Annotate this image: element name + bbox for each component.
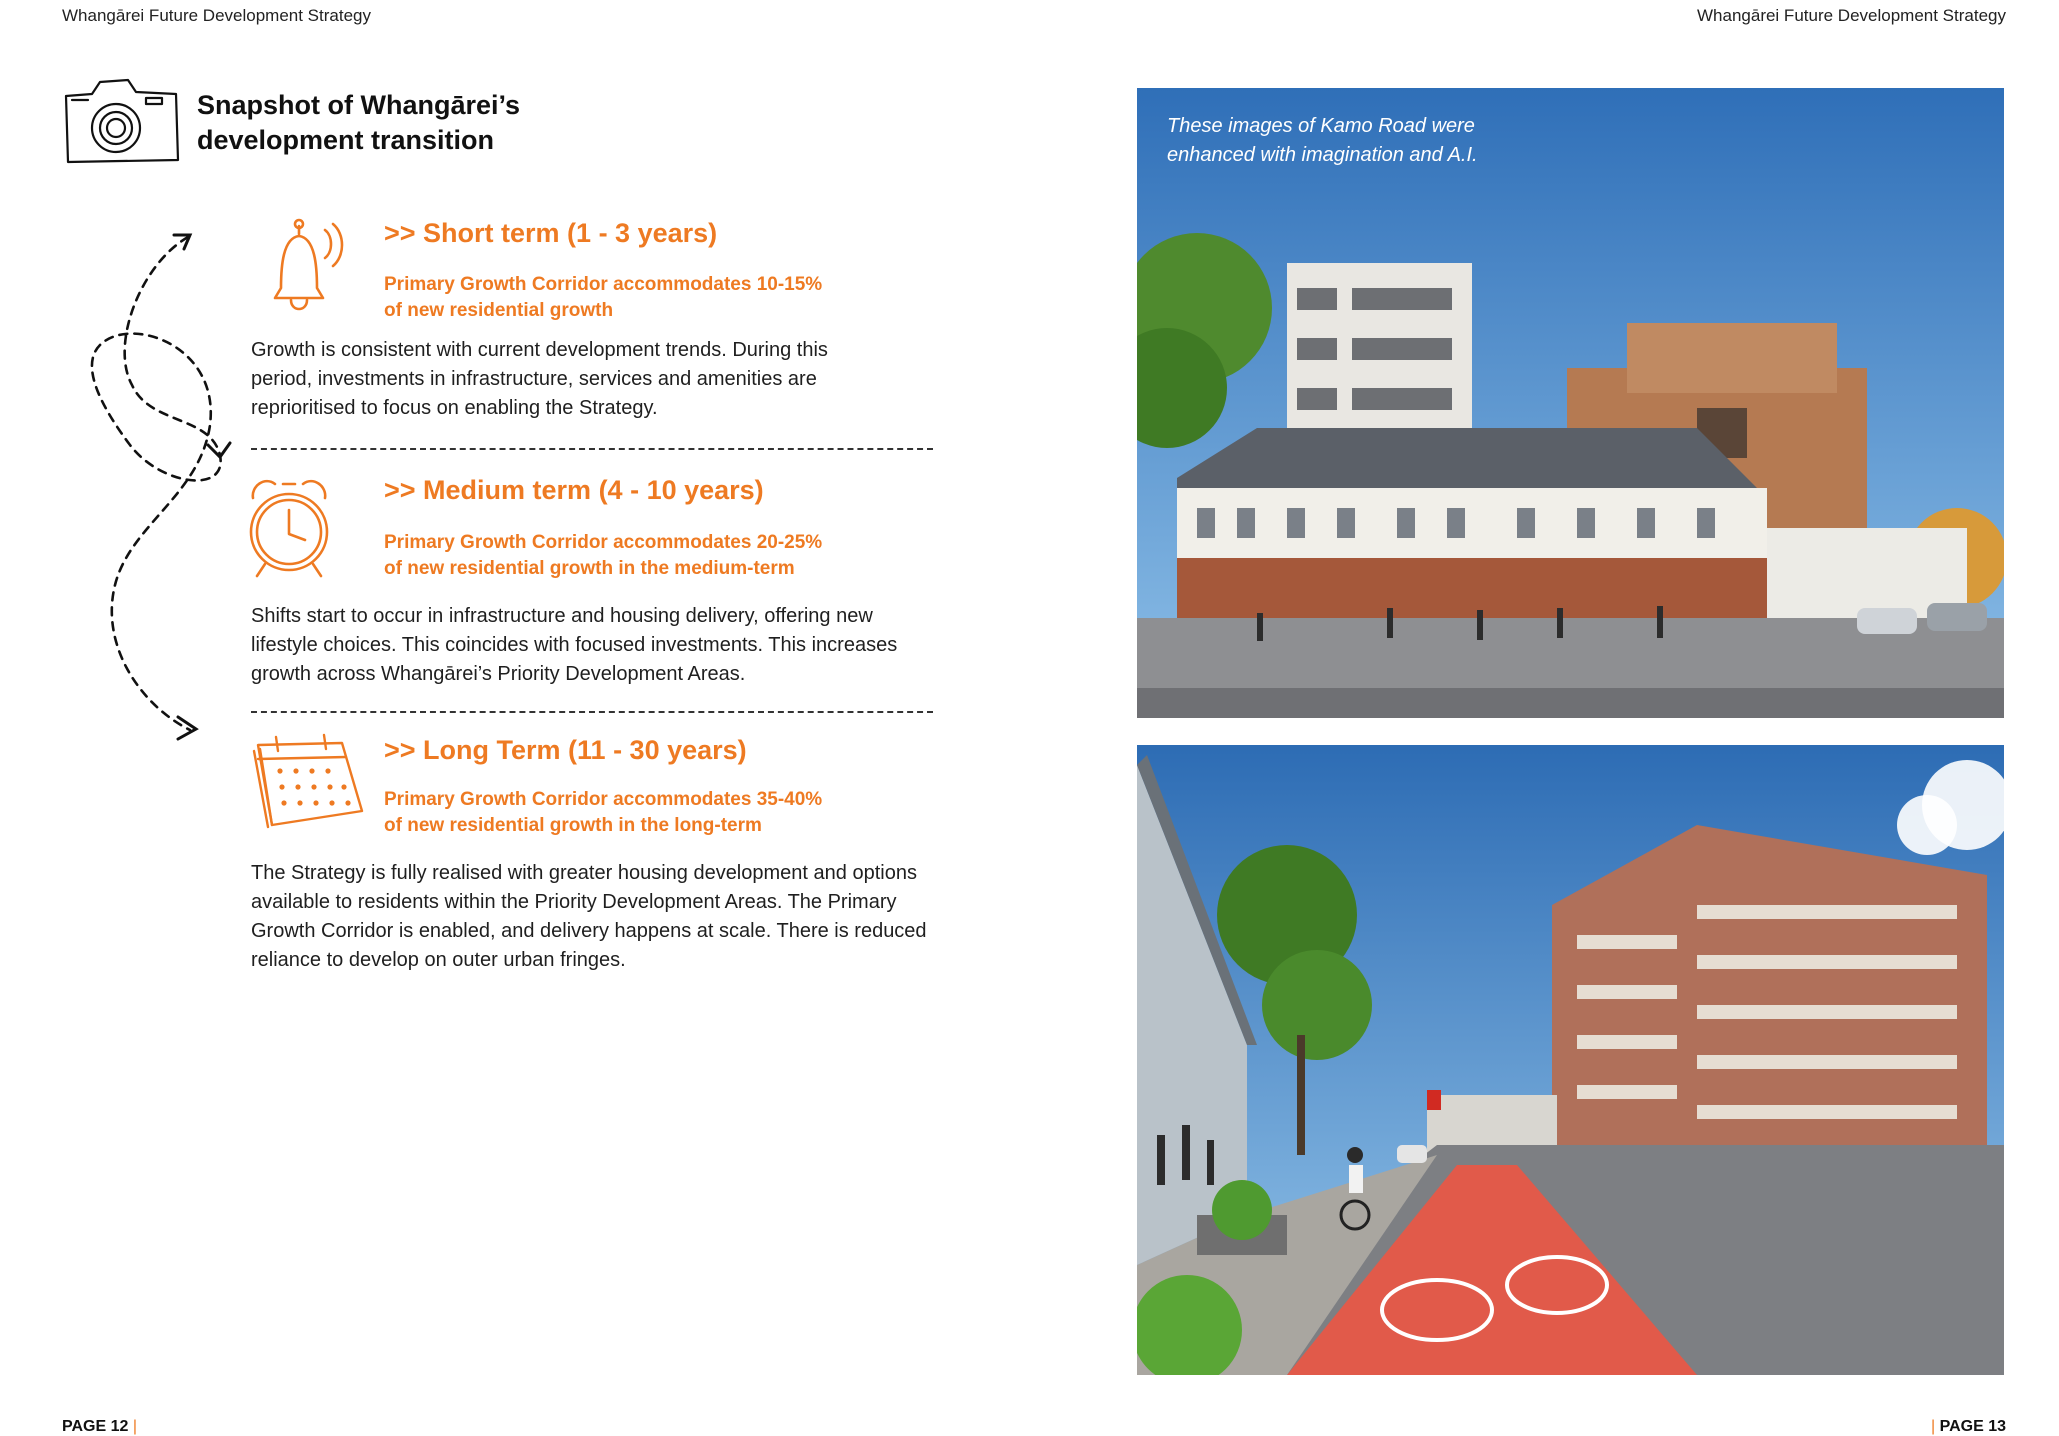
photo-caption	[1167, 112, 1667, 170]
kamo-road-photo-2	[1137, 745, 2004, 1375]
calendar-icon	[251, 731, 373, 831]
footer-divider: |	[1930, 1418, 1936, 1435]
section-divider	[251, 711, 933, 713]
page-number-left-text: PAGE 12	[62, 1418, 129, 1435]
subheading-line-2: of new residential growth	[384, 300, 614, 321]
page-number-right	[1931, 1418, 2006, 1436]
section-subheading	[384, 272, 904, 324]
title-line-1: Snapshot of Whangārei’s	[197, 90, 521, 120]
page-header-left: Whangārei Future Development Strategy	[62, 6, 371, 25]
street-corner-illustration	[1137, 88, 2004, 718]
subheading-line-1: Primary Growth Corridor accommodates 10-15%	[384, 274, 823, 295]
bell-icon	[251, 216, 361, 326]
cycleway-street-illustration	[1137, 745, 2004, 1375]
section-heading: >> Medium term (4 - 10 years)	[384, 475, 764, 505]
section-subheading	[384, 530, 904, 582]
section-subheading	[384, 787, 904, 839]
section-body: Shifts start to occur in infrastructure and housing delivery, offering new lifestyle choices. This coincides with focused investments. This increases growth across Whangārei’s Priority Development Areas.	[251, 605, 898, 685]
section-heading: >> Long Term (11 - 30 years)	[384, 735, 747, 765]
section-body: The Strategy is fully realised with greater housing development and options available to residents within the Priority Development Areas. The Primary Growth Corridor is enabled, and delivery happens at scale. There is reduced reliance to develop on outer urban fringes.	[251, 862, 927, 971]
section-body: Growth is consistent with current development trends. During this period, investments in infrastructure, services and amenities are reprioritised to focus on enabling the Strategy.	[251, 339, 828, 419]
camera-icon	[62, 76, 180, 164]
section-divider	[251, 448, 933, 450]
subheading-line-1: Primary Growth Corridor accommodates 35-40%	[384, 789, 823, 810]
journey-path-illustration	[60, 225, 260, 755]
caption-line-1: These images of Kamo Road were	[1167, 115, 1475, 137]
kamo-road-photo-1	[1137, 88, 2004, 718]
page-number-right-text: PAGE 13	[1939, 1418, 2006, 1435]
page-number-left	[62, 1418, 137, 1436]
section-heading: >> Short term (1 - 3 years)	[384, 218, 718, 248]
alarm-clock-icon	[243, 474, 353, 584]
title-line-2: development transition	[197, 125, 495, 155]
footer-divider: |	[132, 1418, 138, 1435]
subheading-line-2: of new residential growth in the medium-term	[384, 558, 795, 579]
caption-line-2: enhanced with imagination and A.I.	[1167, 144, 1478, 166]
page-title	[197, 88, 617, 158]
page-header-right: Whangārei Future Development Strategy	[1697, 6, 2006, 25]
subheading-line-1: Primary Growth Corridor accommodates 20-25%	[384, 532, 823, 553]
subheading-line-2: of new residential growth in the long-term	[384, 815, 762, 836]
